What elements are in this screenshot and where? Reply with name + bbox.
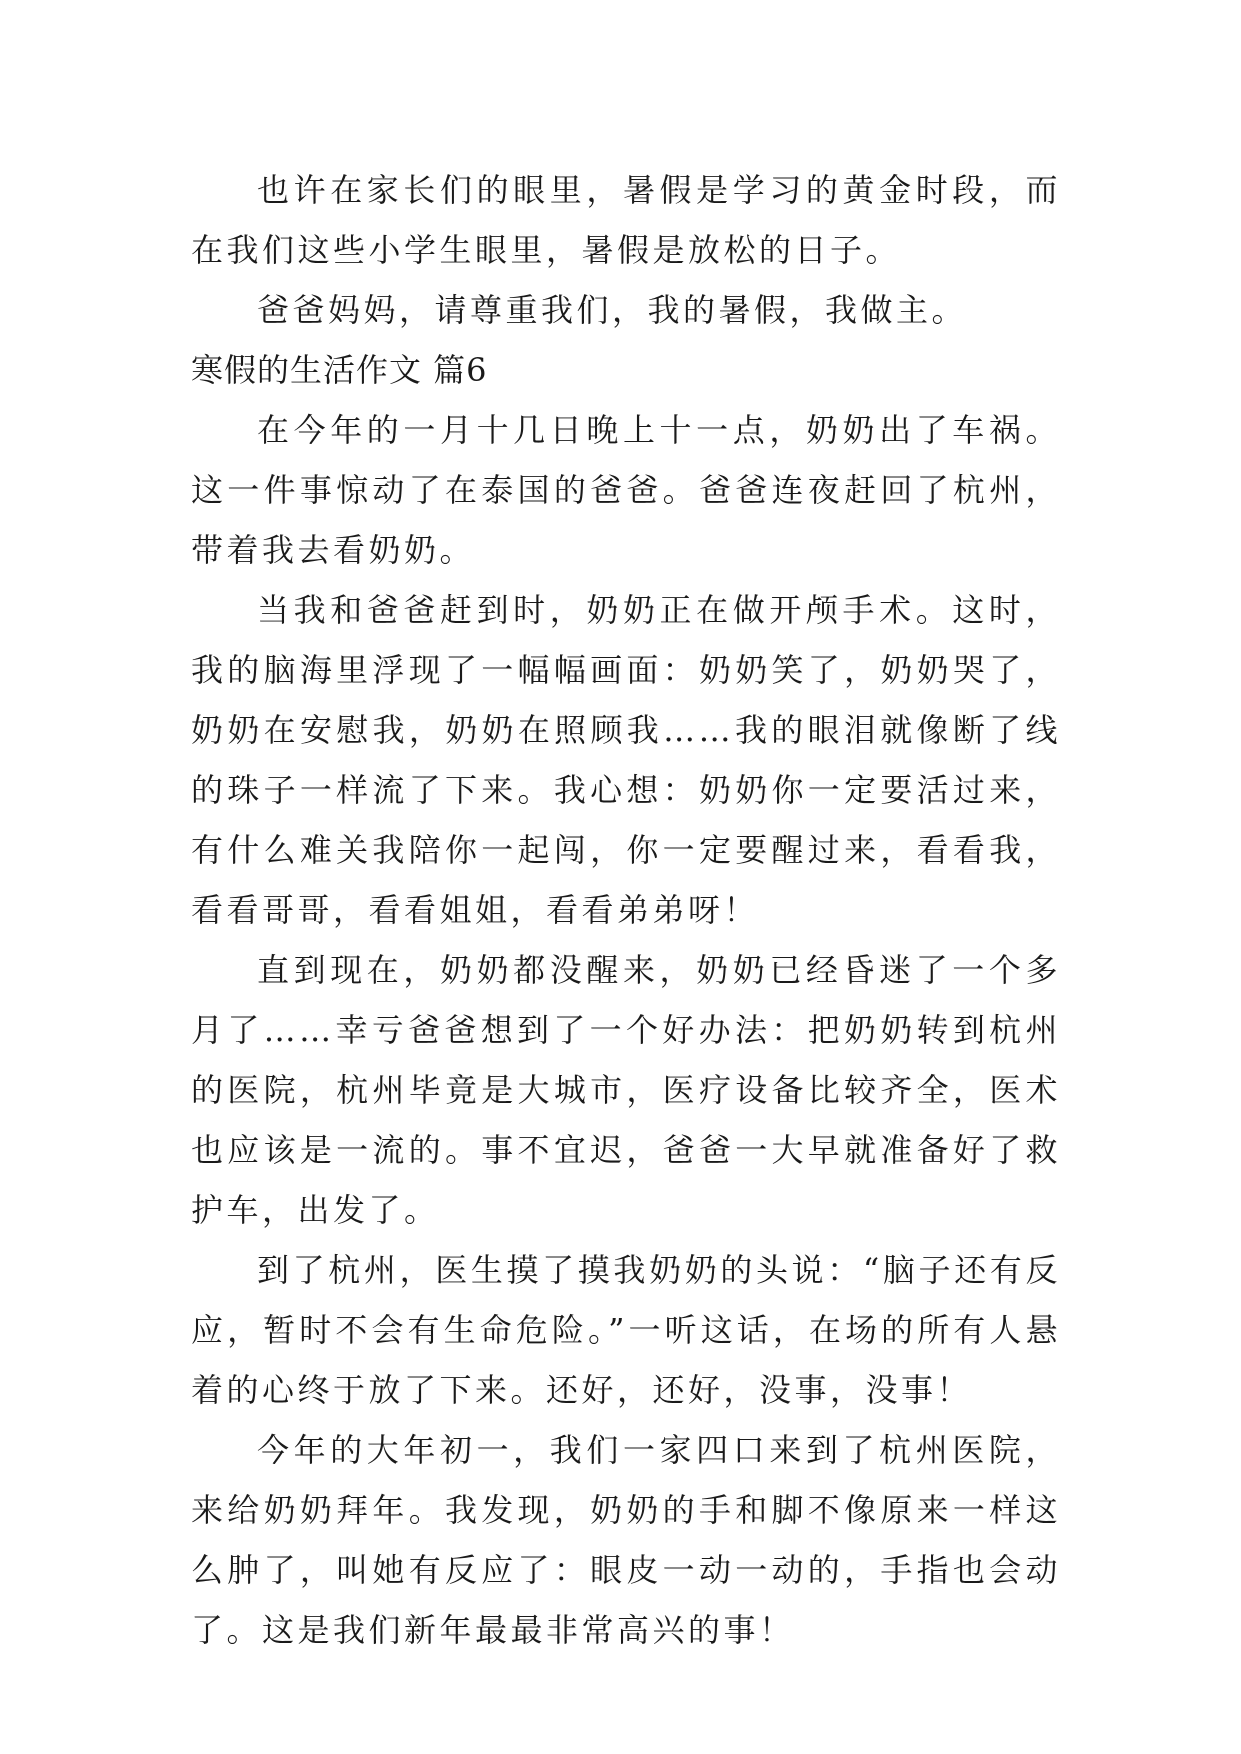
document-page: [191, 160, 1061, 1660]
paragraph: 爸爸妈妈，请尊重我们，我的暑假，我做主。: [257, 291, 968, 329]
paragraph: 也许在家长们的眼里，暑假是学习的黄金时段，而在我们这些小学生眼里，暑假是放松的日子。: [191, 171, 1061, 269]
paragraph: 今年的大年初一，我们一家四口来到了杭州医院，来给奶奶拜年。我发现，奶奶的手和脚不像原来一样这么肿了，叫她有反应了：眼皮一动一动的，手指也会动了。这是我们新年最最非常高兴的事！: [191, 1431, 1061, 1649]
paragraph: 到了杭州，医生摸了摸我奶奶的头说：“脑子还有反应，暂时不会有生命危险。”一听这话，在场的所有人悬着的心终于放了下来。还好，还好，没事，没事！: [191, 1251, 1061, 1409]
paragraph: 直到现在，奶奶都没醒来，奶奶已经昏迷了一个多月了……幸亏爸爸想到了一个好办法：把奶奶转到杭州的医院，杭州毕竟是大城市，医疗设备比较齐全，医术也应该是一流的。事不宜迟，爸爸一大早就准备好了救护车，出发了。: [191, 951, 1061, 1229]
paragraph: 当我和爸爸赶到时，奶奶正在做开颅手术。这时，我的脑海里浮现了一幅幅画面：奶奶笑了，奶奶哭了，奶奶在安慰我，奶奶在照顾我……我的眼泪就像断了线的珠子一样流了下来。我心想：奶奶你一定要活过来，有什么难关我陪你一起闯，你一定要醒过来，看看我，看看哥哥，看看姐姐，看看弟弟呀！: [191, 591, 1061, 929]
paragraph: 在今年的一月十几日晚上十一点，奶奶出了车祸。这一件事惊动了在泰国的爸爸。爸爸连夜赶回了杭州，带着我去看奶奶。: [191, 411, 1061, 569]
section-title: 寒假的生活作文 篇6: [191, 351, 488, 389]
